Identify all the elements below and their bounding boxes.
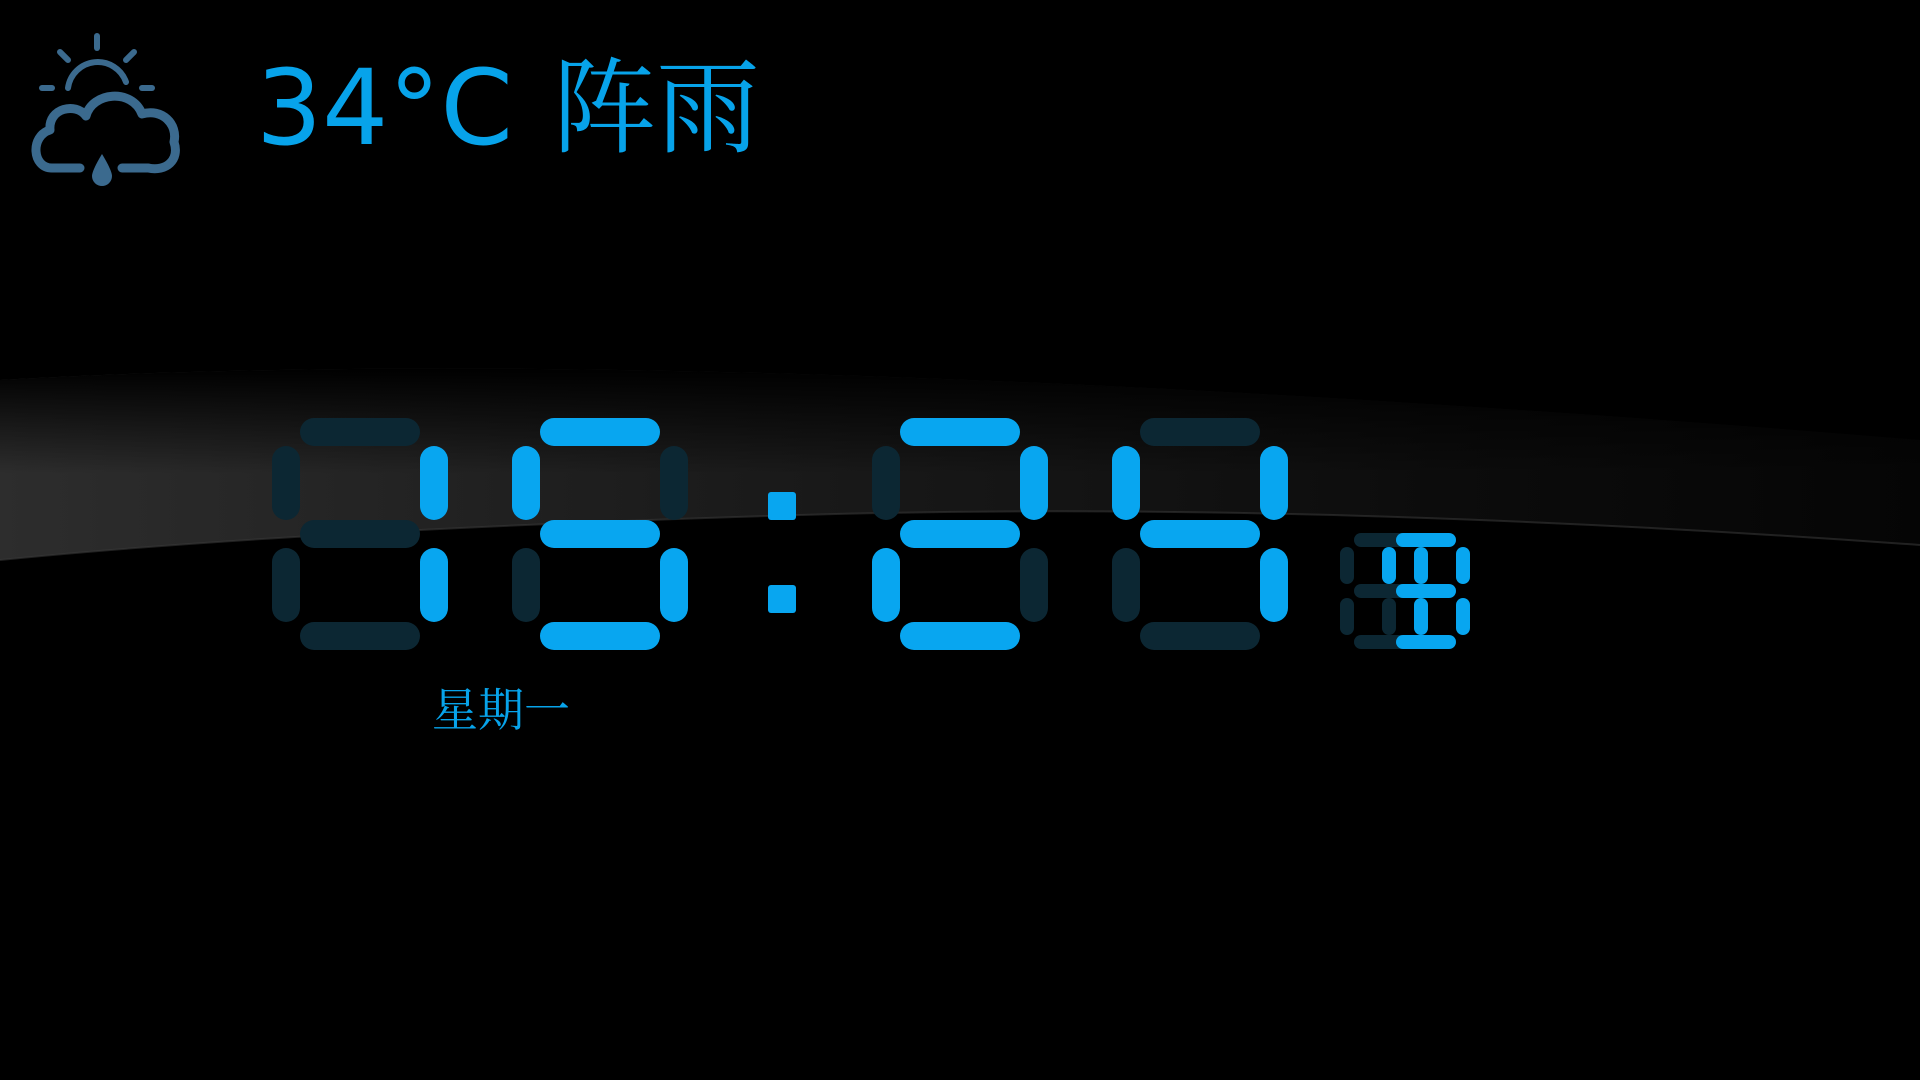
weekday-label: 星期一 [432,683,570,737]
second-tens-digit-segment-b-on [1414,547,1428,584]
hour-ones-digit-segment-b-off [660,446,688,520]
temperature-readout: 34°C [256,47,513,169]
minute-ones-digit-segment-b-on [1260,446,1288,520]
second-ones-digit-segment-b-on [1456,547,1470,584]
hour-tens-digit-segment-e-off [272,548,300,622]
minute-ones-digit-segment-f-on [1112,446,1140,520]
second-ones-digit-segment-d-on [1396,635,1456,649]
colon-dot-lower [768,585,796,613]
minute-ones-digit-segment-c-on [1260,548,1288,622]
hour-tens-digit-segment-g-off [300,520,420,548]
second-tens-digit-segment-f-off [1340,547,1354,584]
hour-ones-digit-segment-c-on [660,548,688,622]
hour-ones-digit-segment-f-on [512,446,540,520]
second-tens-digit-segment-c-on [1414,598,1428,635]
hour-tens-digit-segment-a-off [300,418,420,446]
hour-ones-digit-segment-d-on [540,622,660,650]
second-ones-digit-segment-g-on [1396,584,1456,598]
minute-ones-digit-segment-a-off [1140,418,1260,446]
minute-ones-digit-segment-e-off [1112,548,1140,622]
hour-tens-digit-segment-c-on [420,548,448,622]
hour-ones-digit-segment-a-on [540,418,660,446]
colon-dot-upper [768,492,796,520]
minute-tens-digit-segment-d-on [900,622,1020,650]
minute-tens-digit-segment-f-off [872,446,900,520]
minute-ones-digit-segment-d-off [1140,622,1260,650]
minute-tens-digit-segment-g-on [900,520,1020,548]
hour-tens-digit-segment-f-off [272,446,300,520]
minute-tens-digit-segment-b-on [1020,446,1048,520]
minute-ones-digit-segment-g-on [1140,520,1260,548]
minute-tens-digit-segment-e-on [872,548,900,622]
hour-ones-digit-segment-e-off [512,548,540,622]
second-ones-digit-segment-c-on [1456,598,1470,635]
second-tens-digit-segment-e-off [1340,598,1354,635]
hour-tens-digit-segment-d-off [300,622,420,650]
hour-ones-digit-segment-g-on [540,520,660,548]
minute-tens-digit-segment-a-on [900,418,1020,446]
second-ones-digit-segment-e-off [1382,598,1396,635]
minute-tens-digit-segment-c-off [1020,548,1048,622]
hour-tens-digit-segment-b-on [420,446,448,520]
weather-condition: 阵雨 [552,47,761,169]
second-ones-digit-segment-a-on [1396,533,1456,547]
second-ones-digit-segment-f-on [1382,547,1396,584]
